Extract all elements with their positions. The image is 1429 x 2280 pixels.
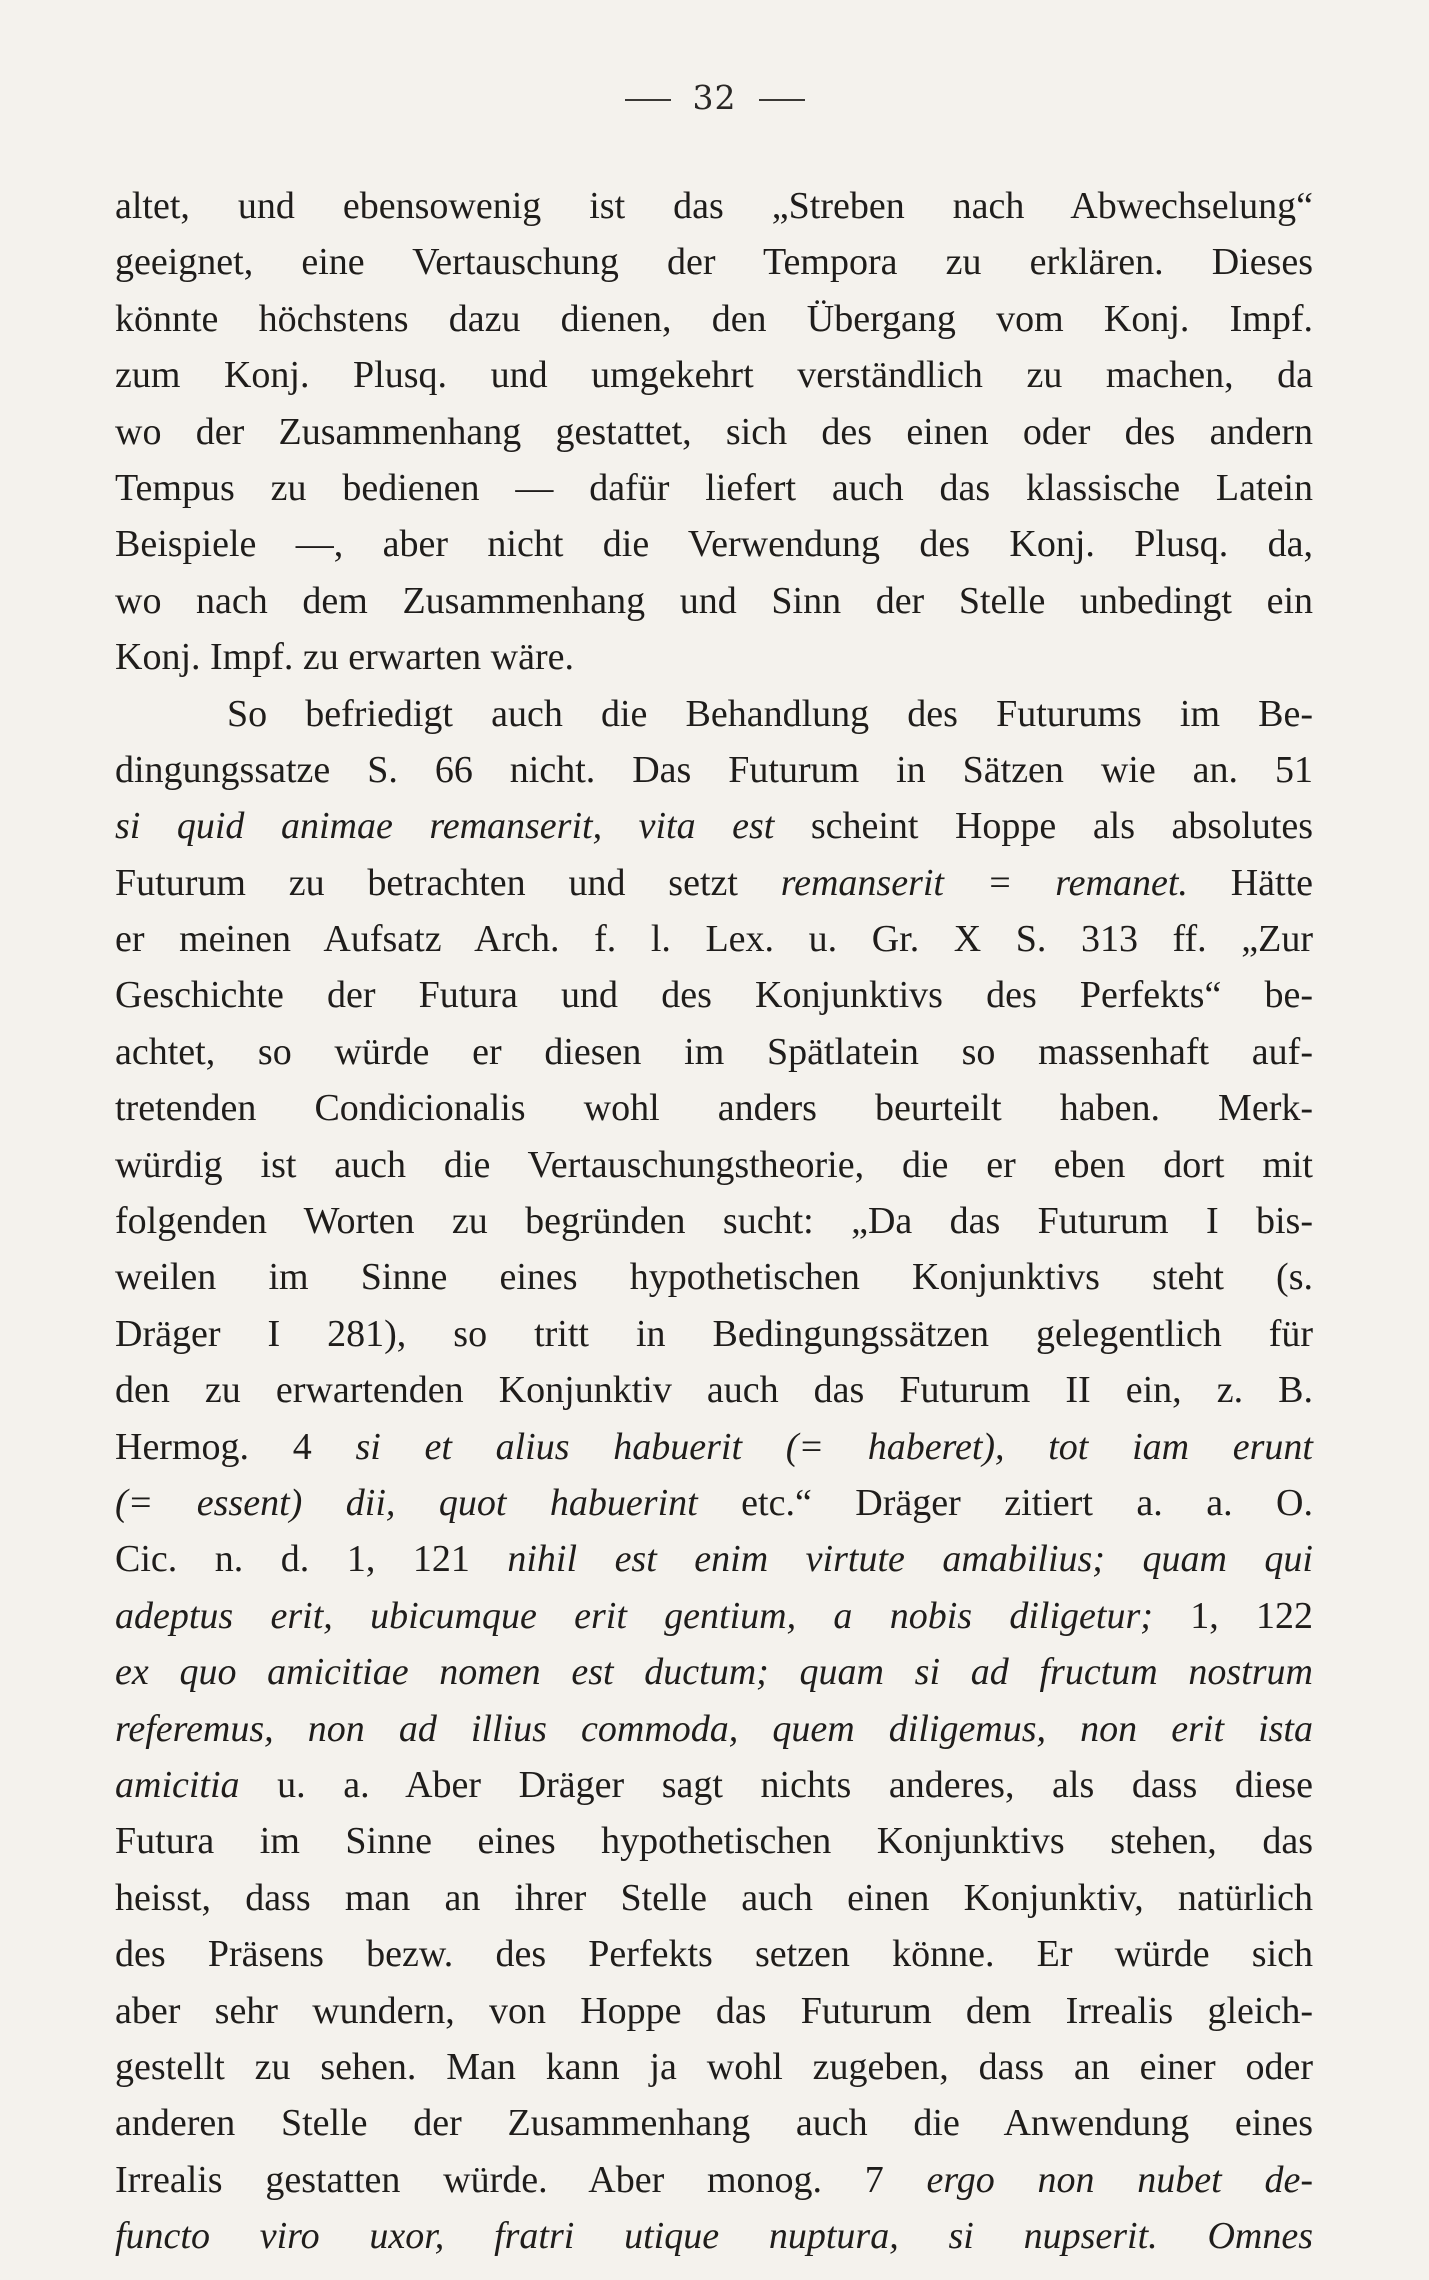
- text-segment: Cic. n. d. 1, 121: [115, 1538, 508, 1581]
- text-segment: Hätte: [1187, 861, 1314, 904]
- page-number: 32: [692, 78, 737, 117]
- text-line: [115, 2039, 1313, 2095]
- text-line: [115, 404, 1313, 460]
- page-header: [0, 78, 1429, 117]
- italic-text: amicitia: [115, 1763, 240, 1806]
- text-line: [115, 1475, 1313, 1531]
- text-segment: altet, und ebensowenig ist das „Streben nach Abwechselung“: [115, 185, 1313, 227]
- text-segment: des Präsens bezw. des Perfekts setzen könne. Er würde sich: [115, 1933, 1313, 1976]
- text-segment: scheint Hoppe als absolutes: [774, 805, 1313, 848]
- text-line: [115, 798, 1313, 854]
- italic-text: si quid animae remanserit, vita est: [115, 805, 775, 848]
- italic-text: si et alius habuerit (= haberet), tot iam erunt: [355, 1425, 1313, 1468]
- text-line: [115, 234, 1313, 290]
- text-segment: Beispiele —, aber nicht die Verwendung des Konj. Plusq. da,: [115, 523, 1313, 566]
- text-segment: Futura im Sinne eines hypothetischen Konjunktivs stehen, das: [115, 1820, 1313, 1863]
- text-segment: wo nach dem Zusammenhang und Sinn der Stelle unbedingt ein: [115, 579, 1313, 622]
- text-segment: Geschichte der Futura und des Konjunktivs des Perfekts“ be-: [115, 974, 1313, 1017]
- text-segment: Tempus zu bedienen — dafür liefert auch das klassische Latein: [115, 466, 1313, 509]
- text-line: [115, 2095, 1313, 2151]
- text-line: [115, 1644, 1313, 1700]
- text-segment: etc.“ Dräger zitiert a. a. O.: [697, 1481, 1313, 1524]
- text-segment: zum Konj. Plusq. und umgekehrt verständlich zu machen, da: [115, 354, 1313, 397]
- italic-text: ergo non nubet de-: [926, 2158, 1313, 2201]
- header-dash-left: [625, 99, 671, 101]
- text-segment: den zu erwartenden Konjunktiv auch das Futurum II ein, z. B.: [115, 1369, 1313, 1412]
- text-line: [115, 686, 1313, 742]
- text-line: [115, 1870, 1313, 1926]
- text-line: [115, 911, 1313, 967]
- text-line: [115, 2208, 1313, 2264]
- text-line: [115, 1926, 1313, 1982]
- text-segment: weilen im Sinne eines hypothetischen Konjunktivs steht (s.: [115, 1256, 1313, 1299]
- text-line: [115, 460, 1313, 516]
- text-segment: gestellt zu sehen. Man kann ja wohl zugeben, dass an einer oder: [115, 2045, 1313, 2088]
- italic-text: adeptus erit, ubicumque erit gentium, a nobis diligetur;: [115, 1594, 1153, 1637]
- text-line: [115, 347, 1313, 403]
- text-segment: Konj. Impf. zu erwarten wäre.: [115, 636, 574, 679]
- text-line: [115, 1531, 1313, 1587]
- text-line: [115, 1024, 1313, 1080]
- text-line: [115, 967, 1313, 1023]
- text-segment: er meinen Aufsatz Arch. f. l. Lex. u. Gr. X S. 313 ff. „Zur: [115, 918, 1313, 961]
- text-line: [115, 1983, 1313, 2039]
- text-line: [115, 1362, 1313, 1418]
- text-segment: Irrealis gestatten würde. Aber monog. 7: [115, 2158, 927, 2201]
- text-line: [115, 573, 1313, 629]
- text-segment: Dräger I 281), so tritt in Bedingungssätzen gelegentlich für: [115, 1312, 1313, 1355]
- header-dash-right: [759, 99, 805, 101]
- text-segment: geeignet, eine Vertauschung der Tempora zu erklären. Dieses: [115, 241, 1313, 284]
- text-segment: anderen Stelle der Zusammenhang auch die Anwendung eines: [115, 2102, 1313, 2145]
- text-line: [115, 1813, 1313, 1869]
- text-line: [115, 291, 1313, 347]
- text-line: [115, 855, 1313, 911]
- text-segment: tretenden Condicionalis wohl anders beurteilt haben. Merk-: [115, 1087, 1313, 1130]
- text-segment: würdig ist auch die Vertauschungstheorie, die er eben dort mit: [115, 1143, 1313, 1186]
- text-line: [115, 1137, 1313, 1193]
- text-segment: Futurum zu betrachten und setzt: [115, 861, 781, 904]
- italic-text: functo viro uxor, fratri utique nuptura, si nupserit. Omnes: [115, 2215, 1313, 2258]
- text-segment: aber sehr wundern, von Hoppe das Futurum dem Irrealis gleich-: [115, 1989, 1313, 2032]
- text-segment: u. a. Aber Dräger sagt nichts anderes, als dass diese: [239, 1763, 1313, 1806]
- text-segment: Hermog. 4: [115, 1425, 356, 1468]
- text-line: [115, 516, 1313, 572]
- text-segment: folgenden Worten zu begründen sucht: „Da das Futurum I bis-: [115, 1200, 1313, 1243]
- text-line: [115, 1249, 1313, 1305]
- text-line: [115, 1193, 1313, 1249]
- italic-text: ex quo amicitiae nomen est ductum; quam si ad fructum nostrum: [115, 1651, 1313, 1694]
- italic-text: (= essent) dii, quot habuerint: [115, 1481, 698, 1524]
- text-line: [115, 178, 1313, 234]
- text-segment: achtet, so würde er diesen im Spätlatein so massenhaft auf-: [115, 1030, 1313, 1073]
- text-line: [115, 1757, 1313, 1813]
- text-line: [115, 1701, 1313, 1757]
- text-line: [115, 1588, 1313, 1644]
- text-line: [115, 1419, 1313, 1475]
- text-segment: heisst, dass man an ihrer Stelle auch einen Konjunktiv, natürlich: [115, 1876, 1313, 1919]
- text-segment: dingungssatze S. 66 nicht. Das Futurum in Sätzen wie an. 51: [115, 748, 1313, 791]
- text-line: [115, 1080, 1313, 1136]
- text-line: [115, 1306, 1313, 1362]
- body-text: [115, 178, 1313, 2264]
- text-line: [115, 629, 1313, 685]
- italic-text: referemus, non ad illius commoda, quem diligemus, non erit ista: [115, 1707, 1313, 1750]
- italic-text: nihil est enim virtute amabilius; quam qui: [507, 1538, 1313, 1581]
- text-segment: wo der Zusammenhang gestattet, sich des einen oder des andern: [115, 410, 1313, 453]
- text-segment: So befriedigt auch die Behandlung des Futurums im Be-: [227, 692, 1313, 735]
- text-segment: könnte höchstens dazu dienen, den Übergang vom Konj. Impf.: [115, 297, 1313, 340]
- text-segment: 1, 122: [1152, 1594, 1314, 1637]
- text-line: [115, 742, 1313, 798]
- text-line: [115, 2152, 1313, 2208]
- italic-text: remanserit = remanet.: [780, 861, 1188, 904]
